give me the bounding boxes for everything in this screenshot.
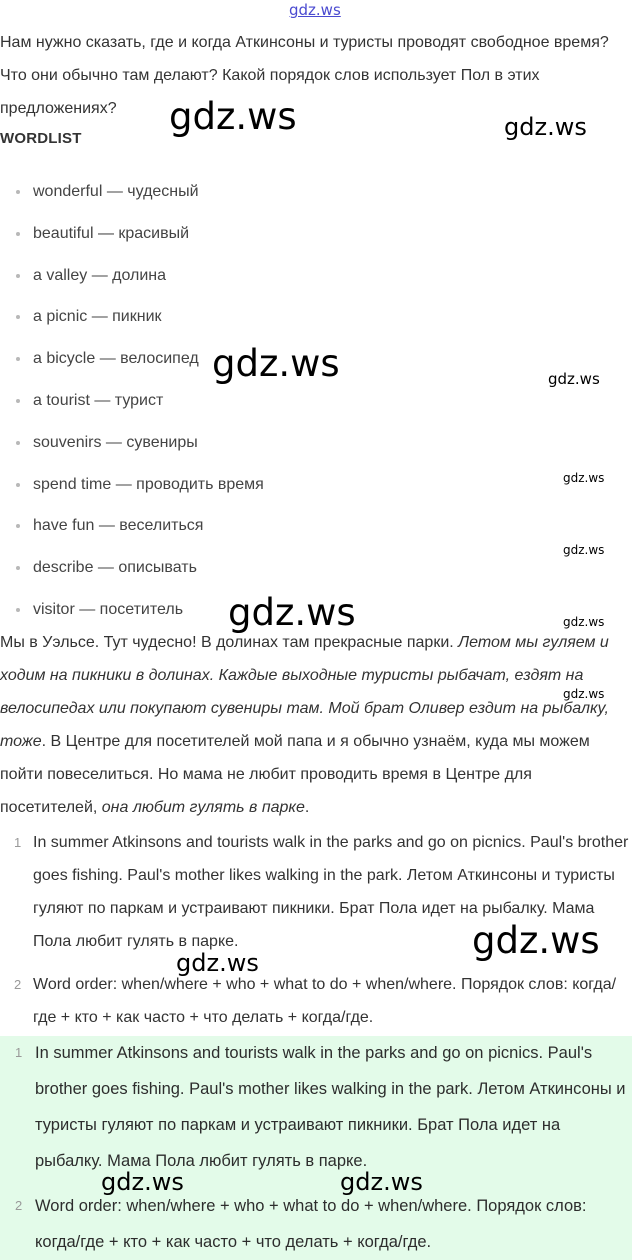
watermark: gdz.ws [472, 919, 600, 962]
watermark: gdz.ws [563, 471, 605, 485]
answer-number: 1 [15, 1045, 23, 1060]
watermark: gdz.ws [176, 949, 259, 977]
answer-text: In summer Atkinsons and tourists walk in the parks and go on picnics. Paul's brother goes fishing. Paul's mother likes walking in the park. Летом Аткинсоны и туристы гуляют по паркам и устраивают пикники. Брат Пола идет на рыбалку. Мама Пола любит гулять в парке. [35, 1044, 626, 1170]
story-translation: Мы в Уэльсе. Тут чудесно! В долинах там прекрасные парки. Летом мы гуляем и ходим на пикники в долинах. Каждые выходные туристы рыбачат, ездят на велосипедах или покупают сувениры там. Мой брат Оливер ездит на рыбалку, тоже. В Центре для посетителей мой папа и я обычно узнаём, куда мы можем пойти повеселиться. Но мама не любит проводить время в Центре для посетителей, она любит гулять в парке. [0, 634, 609, 816]
watermark: gdz.ws [504, 113, 587, 141]
list-item: a bicycle — велосипед [0, 338, 264, 380]
bullet-icon [16, 357, 20, 361]
watermark: gdz.ws [563, 615, 605, 629]
task-intro: Нам нужно сказать, где и когда Аткинсоны и туристы проводят свободное время? Что они обычно там делают? Какой порядок слов использует Пол в этих предложениях? [0, 34, 609, 117]
bullet-icon [16, 483, 20, 487]
site-link[interactable]: gdz.ws [289, 1, 341, 19]
list-item: souvenirs — сувениры [0, 422, 264, 464]
watermark: gdz.ws [548, 370, 600, 388]
list-item: beautiful — красивый [0, 213, 264, 255]
answer-text: Word order: when/where + who + what to do + when/where. Порядок слов: когда/где + кто + как часто + что делать + когда/где. [35, 1197, 587, 1251]
list-item: spend time — проводить время [0, 464, 264, 506]
bullet-icon [16, 190, 20, 194]
highlighted-answer-item [0, 1188, 630, 1260]
watermark: gdz.ws [212, 342, 340, 385]
bullet-icon [16, 441, 20, 445]
bullet-icon [16, 315, 20, 319]
list-item: a picnic — пикник [0, 296, 264, 338]
answer-number: 2 [15, 1198, 23, 1213]
answer-text: Word order: when/where + who + what to do + when/where. Порядок слов: когда/где + кто + как часто + что делать + когда/где. [33, 976, 617, 1026]
list-item: have fun — веселиться [0, 505, 264, 547]
answer-text: In summer Atkinsons and tourists walk in the parks and go on picnics. Paul's brother goes fishing. Paul's mother likes walking in the park. Летом Аткинсоны и туристы гуляют по паркам и устраивают пикники. Брат Пола идет на рыбалку. Мама Пола любит гулять в парке. [33, 834, 629, 950]
list-item: describe — описывать [0, 547, 264, 589]
watermark: gdz.ws [101, 1168, 184, 1196]
list-item: visitor — посетитель [0, 589, 264, 631]
watermark: gdz.ws [563, 687, 605, 701]
bullet-icon [16, 566, 20, 570]
watermark: gdz.ws [228, 591, 356, 634]
watermark: gdz.ws [563, 543, 605, 557]
watermark: gdz.ws [340, 1168, 423, 1196]
answer-number: 1 [14, 835, 22, 850]
list-item: a tourist — турист [0, 380, 264, 422]
answer-number: 2 [14, 977, 22, 992]
bullet-icon [16, 608, 20, 612]
bullet-icon [16, 232, 20, 236]
list-item: a valley — долина [0, 255, 264, 297]
wordlist-heading: WORDLIST [0, 130, 82, 147]
watermark: gdz.ws [169, 95, 297, 138]
bullet-icon [16, 274, 20, 278]
bullet-icon [16, 399, 20, 403]
answer-item [0, 968, 630, 1034]
bullet-icon [16, 524, 20, 528]
list-item: wonderful — чудесный [0, 171, 264, 213]
highlighted-answer-item [0, 1035, 630, 1179]
wordlist [0, 171, 264, 631]
